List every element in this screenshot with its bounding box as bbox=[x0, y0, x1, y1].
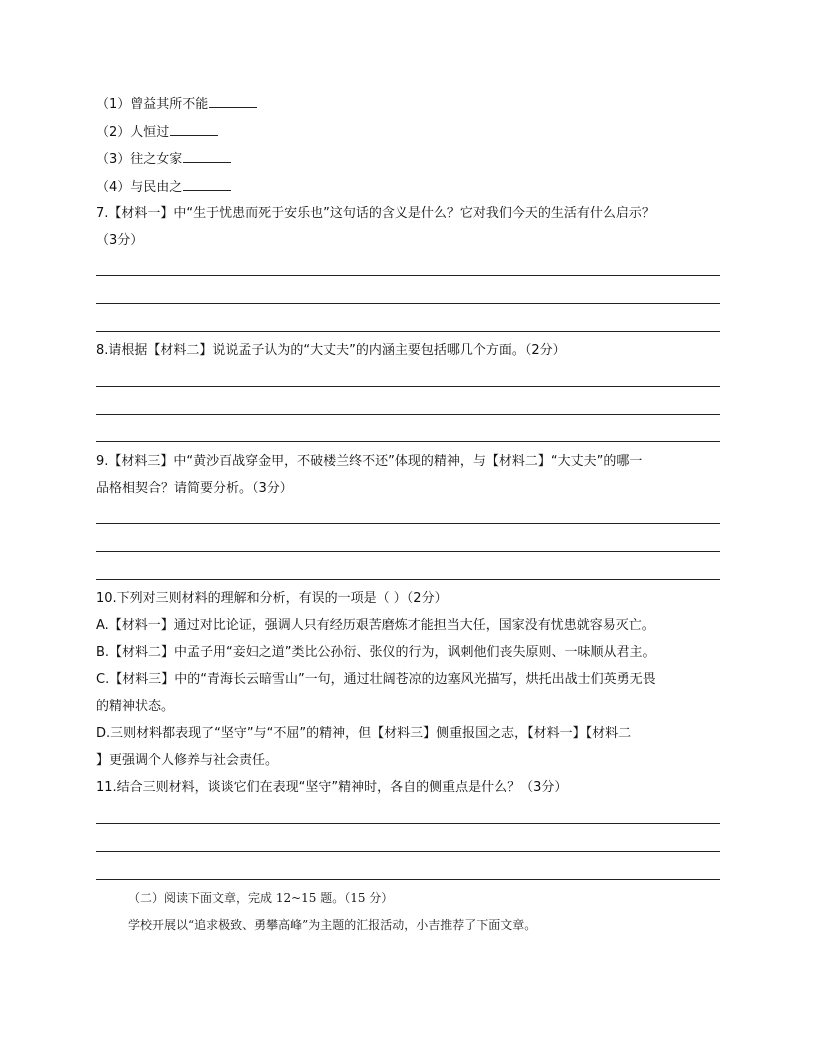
q10-option-a[interactable]: A.【材料一】通过对比论证，强调人只有经历艰苦磨炼才能担当大任，国家没有忧患就容易灭亡。 bbox=[96, 618, 655, 633]
sub-item-2 bbox=[96, 123, 720, 142]
q10-option-b[interactable]: B.【材料二】中孟子用“妾妇之道”类比公孙衍、张仪的行为，讽刺他们丧失原则、一味顺从君主。 bbox=[96, 645, 656, 660]
q10-option-c[interactable]: C.【材料三】中的“青海长云暗雪山”一句，通过壮阔苍凉的边塞风光描写，烘托出战士们英勇无畏 bbox=[96, 672, 656, 687]
sub-item-1-text: （1）曾益其所不能 bbox=[96, 97, 209, 112]
q11-answer-line[interactable] bbox=[96, 823, 720, 824]
q11-answer-line[interactable] bbox=[96, 851, 720, 852]
q10-stem: 10.下列对三则材料的理解和分析，有误的一项是（ ）（2分） bbox=[96, 591, 448, 606]
sub-item-3-text: （3）往之女家 bbox=[96, 152, 183, 167]
sub-item-2-text: （2）人恒过 bbox=[96, 125, 170, 140]
q8-answer-line[interactable] bbox=[96, 386, 720, 387]
answer-blank[interactable] bbox=[183, 150, 231, 163]
q7-answer-line[interactable] bbox=[96, 303, 720, 304]
section-2-intro: 学校开展以“追求极致、勇攀高峰”为主题的汇报活动，小吉推荐了下面文章。 bbox=[128, 918, 537, 932]
q11-line-1: 11.结合三则材料，谈谈它们在表现“坚守”精神时，各自的侧重点是什么？（3分） bbox=[96, 780, 568, 795]
q9-answer-line[interactable] bbox=[96, 523, 720, 524]
sub-item-4 bbox=[96, 178, 720, 197]
q10-option-d[interactable]: D.三则材料都表现了“坚守”与“不屈”的精神，但【材料三】侧重报国之志，【材料一】【材料二 bbox=[96, 726, 632, 741]
q10-option-c-cont: 的精神状态。 bbox=[96, 699, 175, 714]
q7-answer-line[interactable] bbox=[96, 331, 720, 332]
q8-answer-line[interactable] bbox=[96, 441, 720, 442]
sub-item-1 bbox=[96, 95, 720, 114]
answer-blank[interactable] bbox=[209, 95, 257, 108]
answer-blank[interactable] bbox=[170, 123, 218, 136]
answer-blank[interactable] bbox=[183, 178, 231, 191]
q7-line-1: 7.【材料一】中“生于忧患而死于安乐也”这句话的含义是什么？它对我们今天的生活有什么启示？ bbox=[96, 206, 655, 221]
q7-line-2: （3分） bbox=[96, 233, 144, 248]
sub-item-3 bbox=[96, 150, 720, 169]
q8-answer-line[interactable] bbox=[96, 414, 720, 415]
q9-answer-line[interactable] bbox=[96, 579, 720, 580]
q9-answer-line[interactable] bbox=[96, 551, 720, 552]
q9-line-1: 9.【材料三】中“黄沙百战穿金甲，不破楼兰终不还”体现的精神，与【材料二】“大丈夫”的哪一 bbox=[96, 454, 643, 469]
q7-answer-line[interactable] bbox=[96, 275, 720, 276]
section-2-heading: （二）阅读下面文章，完成 12~15 题。（15 分） bbox=[128, 891, 394, 905]
sub-item-4-text: （4）与民由之 bbox=[96, 180, 183, 195]
q8-line-1: 8.请根据【材料二】说说孟子认为的“大丈夫”的内涵主要包括哪几个方面。（2分） bbox=[96, 343, 566, 358]
q9-line-2: 品格相契合？请简要分析。（3分） bbox=[96, 481, 293, 496]
q10-option-d-cont: 】更强调个人修养与社会责任。 bbox=[96, 753, 279, 768]
q11-answer-line[interactable] bbox=[96, 879, 720, 880]
